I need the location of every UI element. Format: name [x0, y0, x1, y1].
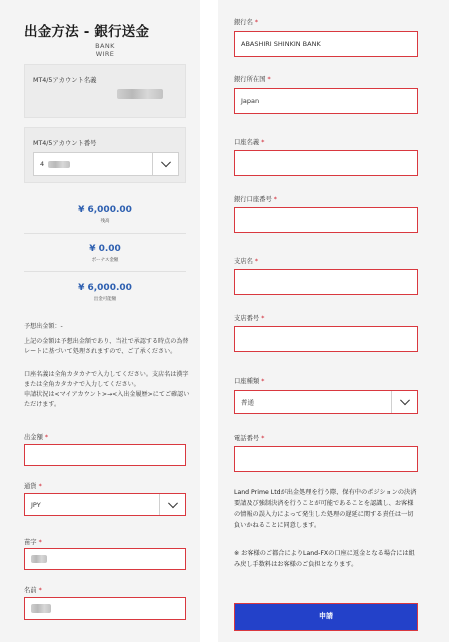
withdrawable-label: 出金可能額 — [93, 297, 117, 302]
submit-button[interactable]: 申請 — [234, 603, 418, 631]
account-name-redacted — [117, 89, 163, 99]
chevron-down-icon[interactable] — [159, 494, 185, 515]
account-number-label: MT4/5アカウント番号 — [33, 140, 97, 147]
firstname-input[interactable] — [24, 597, 186, 620]
currency-label: 通貨 * — [24, 483, 42, 490]
divider — [24, 271, 186, 272]
account-name-label: MT4/5アカウント名義 — [33, 77, 97, 84]
firstname-redacted — [31, 604, 51, 613]
account-number-input[interactable] — [234, 207, 418, 233]
logo-line-1: BANK — [95, 42, 115, 50]
bank-wire-logo — [90, 42, 120, 58]
firstname-label: 名前 * — [24, 587, 42, 594]
account-type-select[interactable] — [234, 390, 418, 414]
bank-location-input[interactable]: Japan — [234, 88, 418, 114]
note-name-format: 口座名義は全角カタカナで入力してください。支店名は漢字または全角カタカナで入力してください。 — [24, 371, 189, 388]
estimated-withdrawal-heading: 予想出金額：- — [24, 323, 63, 330]
divider — [24, 233, 186, 234]
amount-label: 出金額 * — [24, 434, 49, 441]
account-holder-label: 口座名義 * — [234, 139, 265, 146]
currency-select[interactable] — [24, 493, 186, 516]
branch-name-input[interactable] — [234, 269, 418, 295]
account-type-label: 口座種類 * — [234, 378, 265, 385]
amount-input[interactable] — [24, 444, 186, 466]
refund-fee-note: ※ お客様のご都合によりLand-FXの口座に返金となる場合には組み戻し手数料はお客様のご負担となります。 — [234, 550, 415, 568]
chevron-down-icon[interactable] — [391, 391, 417, 413]
account-number-value: 4 — [40, 160, 45, 168]
account-number-redacted — [48, 161, 70, 168]
account-number-select[interactable] — [33, 152, 179, 176]
withdrawable-value: ¥ 6,000.00 — [78, 283, 132, 293]
bank-name-input[interactable]: ABASHIRI SHINKIN BANK — [234, 31, 418, 57]
account-number-card — [24, 127, 186, 183]
bonus-label: ボーナス金額 — [91, 258, 119, 263]
account-type-value: 普通 — [241, 398, 254, 407]
phone-input[interactable] — [234, 446, 418, 472]
bonus-value: ¥ 0.00 — [89, 244, 121, 254]
account-name-card — [24, 64, 186, 118]
lastname-redacted — [31, 555, 47, 563]
account-holder-input[interactable] — [234, 150, 418, 176]
bank-location-label: 銀行所在国 * — [234, 76, 271, 83]
balance-label: 残高 — [100, 219, 110, 224]
currency-value: JPY — [31, 500, 41, 509]
branch-number-input[interactable] — [234, 326, 418, 352]
phone-label: 電話番号 * — [234, 435, 265, 442]
note-status-check: 申請状況は<マイアカウント>→<入出金履歴>にてご確認いただけます。 — [24, 391, 190, 408]
disclaimer-text: Land Prime Ltdが出金処理を行う際、保有中のポジションの決済要請及び強制決済を行うことが可能であることを認識し、お客様の情報の誤入力によって発生した処理の遅延に関する責任は一切負いかねることに同意します。 — [234, 489, 417, 529]
lastname-label: 苗字 * — [24, 539, 42, 546]
note-exchange-rate: 上記の金額は予想出金額であり、当社で承認する時点の為替レートに基づいて処理されますので、ご了承ください。 — [24, 338, 189, 355]
chevron-down-icon[interactable] — [152, 153, 178, 175]
balance-value: ¥ 6,000.00 — [78, 205, 132, 215]
branch-name-label: 支店名 * — [234, 258, 259, 265]
account-number-field-label: 銀行口座番号 * — [234, 196, 277, 203]
logo-line-2: WIRE — [95, 50, 115, 58]
branch-number-label: 支店番号 * — [234, 315, 265, 322]
lastname-input[interactable] — [24, 548, 186, 570]
bank-name-label: 銀行名 * — [234, 19, 259, 26]
page-title: 出金方法 - 銀行送金 — [24, 24, 150, 40]
